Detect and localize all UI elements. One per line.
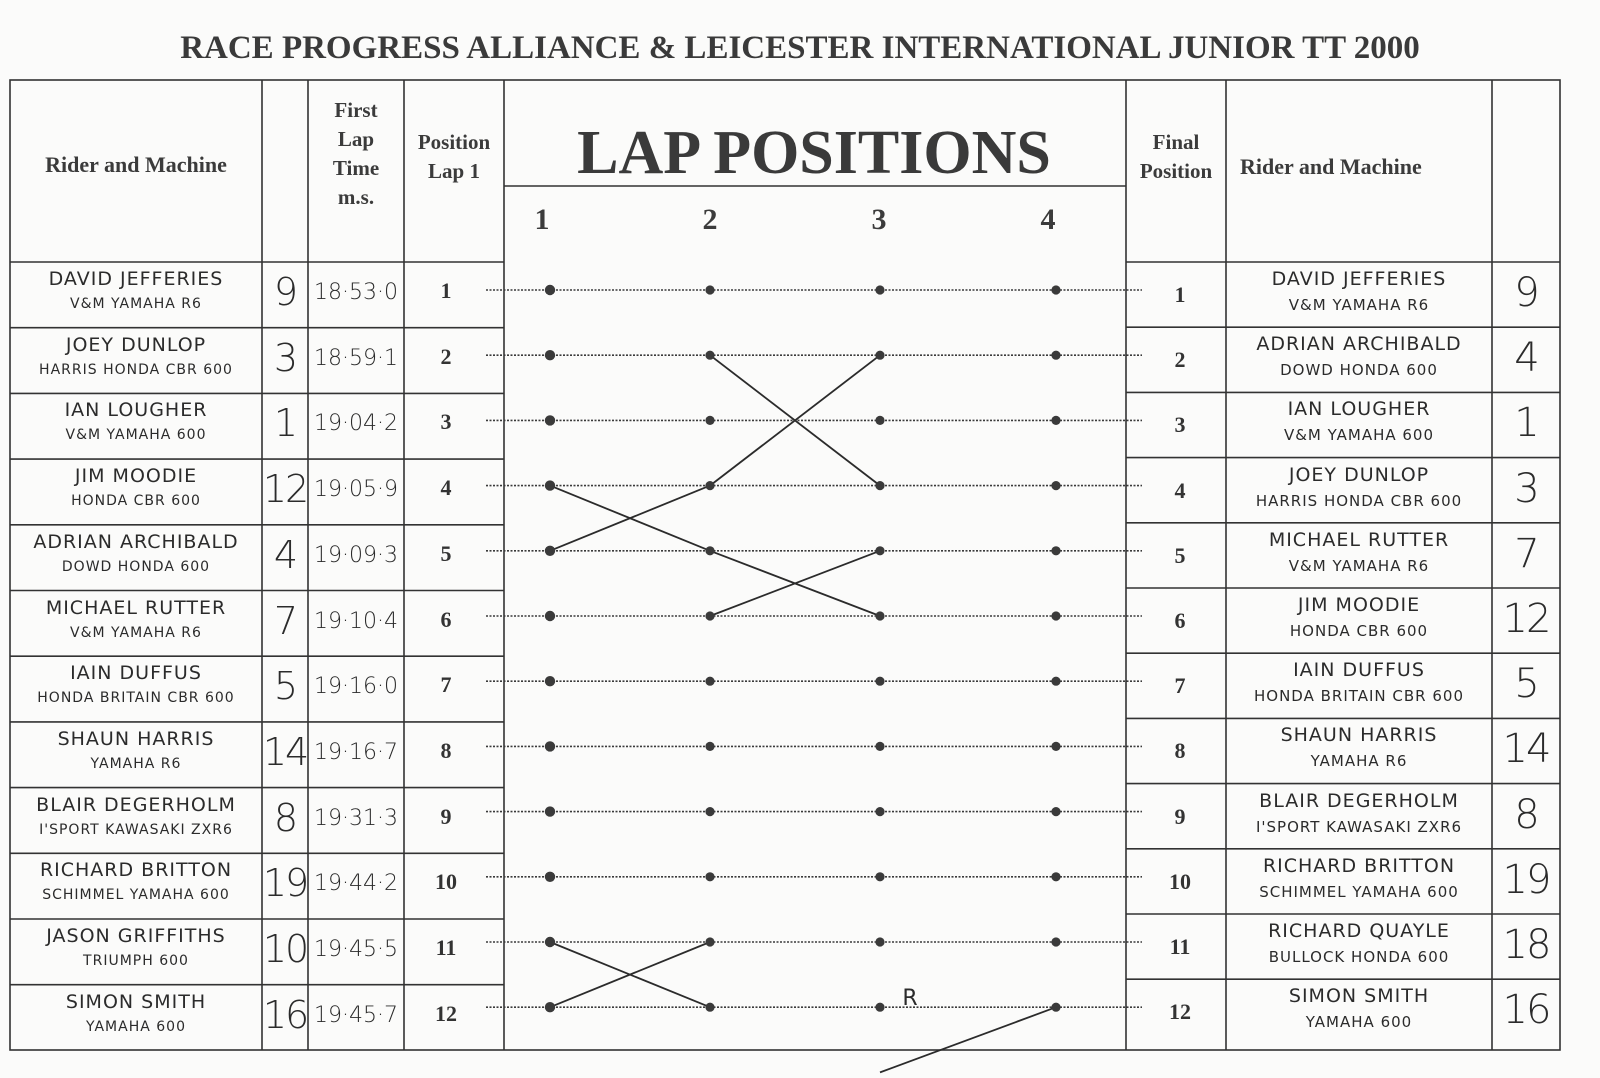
rider-machine-right: HONDA CBR 600 [1289,622,1429,640]
final-position: 2 [1174,347,1186,373]
position-lap1: 3 [440,409,452,435]
rider-machine-left: HARRIS HONDA CBR 600 [39,361,233,378]
rider-name-right: IAN LOUGHER [1287,398,1431,421]
rider-machine-left: TRIUMPH 600 [83,953,189,969]
first-lap-time: 19·04·2 [314,411,398,437]
header-first-lap-time-line: First [334,98,378,122]
lap-position-dot [875,351,884,360]
lap-position-dot [545,415,555,425]
lap-position-dot [705,807,714,816]
rider-machine-left: YAMAHA 600 [86,1018,186,1035]
lap-position-dot [1051,937,1060,946]
final-position: 4 [1174,477,1186,503]
rider-number-right: 1 [1514,400,1538,447]
lap-position-dot [705,1003,714,1012]
lap-position-dot [705,742,714,751]
position-lap1: 12 [435,1000,457,1026]
rider-machine-right: V&M YAMAHA 600 [1283,426,1435,445]
rider-number-left: 8 [273,795,297,840]
final-position: 11 [1169,934,1191,959]
position-lap1: 4 [440,475,452,501]
rider-number-left: 4 [273,532,297,577]
rider-machine-right: SCHIMMEL YAMAHA 600 [1259,882,1459,901]
rider-machine-left: HONDA CBR 600 [71,493,201,510]
lap-position-dot [705,546,714,555]
final-position: 6 [1174,608,1186,633]
first-lap-time: 19·45·5 [314,937,398,962]
first-lap-time: 19·16·0 [314,674,398,700]
rider-number-left: 12 [262,467,308,512]
lap-position-dot [705,351,714,360]
rider-name-right: RICHARD QUAYLE [1268,920,1450,942]
lap-position-dot [875,807,884,816]
lap-position-dot [1051,285,1060,294]
first-lap-time: 18·53·0 [314,280,398,305]
rider-name-left: JOEY DUNLOP [65,333,207,356]
rider-name-left: JASON GRIFFITHS [46,925,226,947]
lap-label-2: 2 [702,203,718,236]
lap-position-dot [545,676,555,686]
lap-position-dot [545,937,555,947]
final-position: 8 [1174,738,1186,764]
rider-number-left: 7 [273,598,297,643]
rider-track-segment [880,1007,1056,1072]
lap-position-dot [875,481,884,490]
page-title: RACE PROGRESS ALLIANCE & LEICESTER INTERNATIONAL JUNIOR TT 2000 [180,30,1420,66]
lap-position-dot [545,480,555,490]
lap-position-dot [545,872,555,882]
rider-machine-left: YAMAHA R6 [90,755,182,772]
header-final-position-line: Final [1152,130,1200,154]
rider-number-left: 10 [262,927,308,971]
rider-number-right: 12 [1502,596,1550,642]
lap-position-dot [875,416,884,425]
lap-position-dot [545,285,555,295]
rider-machine-right: V&M YAMAHA R6 [1288,296,1430,314]
rider-name-left: SIMON SMITH [65,990,207,1013]
rider-machine-right: HARRIS HONDA CBR 600 [1255,491,1463,510]
first-lap-time: 19·09·3 [314,542,398,568]
rider-number-right: 16 [1502,987,1550,1034]
rider-name-left: IAIN DUFFUS [70,662,202,685]
rider-name-right: IAIN DUFFUS [1293,659,1425,682]
header-first-lap-time-line: Lap [337,127,375,151]
retired-mark: R [902,986,918,1012]
rider-machine-right: BULLOCK HONDA 600 [1268,948,1450,966]
lap-position-dot [705,937,714,946]
rider-number-left: 9 [273,270,297,314]
rider-machine-right: YAMAHA R6 [1310,752,1408,771]
lap-position-dot [705,611,714,620]
first-lap-time: 19·31·3 [314,805,398,831]
rider-number-right: 7 [1514,530,1538,577]
rider-name-right: JIM MOODIE [1297,594,1421,616]
lap-position-dot [875,872,884,881]
rider-name-right: MICHAEL RUTTER [1268,528,1450,551]
lap-position-dot [545,611,555,621]
position-lap1: 10 [435,869,457,895]
lap-position-dot [875,1003,884,1012]
position-lap1: 8 [440,737,452,763]
rider-machine-left: V&M YAMAHA 600 [65,427,207,444]
header-position-lap1-line: Lap 1 [428,159,480,183]
lap-position-dot [705,416,714,425]
rider-machine-left: V&M YAMAHA R6 [70,296,202,312]
first-lap-time: 19·10·4 [314,608,398,634]
rider-number-right: 14 [1502,726,1550,773]
final-position: 1 [1174,282,1186,307]
rider-name-left: IAN LOUGHER [64,399,208,422]
position-lap1: 5 [440,540,452,566]
rider-number-left: 14 [262,729,308,774]
lap-position-dot [705,285,714,294]
lap-position-dot [875,546,884,555]
final-position: 5 [1174,542,1186,568]
rider-name-left: BLAIR DEGERHOLM [36,793,236,816]
rider-name-left: RICHARD BRITTON [39,859,233,882]
rider-name-right: BLAIR DEGERHOLM [1259,789,1459,812]
lap-position-dot [545,741,555,751]
header-final-position-line: Position [1139,159,1213,183]
rider-number-right: 5 [1514,661,1538,708]
lap-position-dot [1051,481,1060,490]
position-lap1: 11 [435,935,457,960]
rider-name-right: SIMON SMITH [1288,985,1430,1008]
lap-position-dot [1051,611,1060,620]
rider-number-right: 4 [1514,335,1538,382]
final-position: 10 [1169,868,1191,894]
rider-machine-left: I'SPORT KAWASAKI ZXR6 [39,821,233,838]
position-lap1: 9 [440,803,452,829]
rider-number-right: 18 [1502,922,1550,968]
lap-position-dot [705,677,714,686]
lap-position-dot [545,546,555,556]
lap-position-dot [1051,872,1060,881]
lap-position-dot [875,937,884,946]
rider-machine-right: I'SPORT KAWASAKI ZXR6 [1255,817,1463,836]
lap-position-dot [1051,1003,1060,1012]
rider-number-right: 3 [1514,465,1538,512]
rider-name-left: SHAUN HARRIS [57,727,215,750]
final-position: 3 [1174,412,1186,438]
rider-number-right: 8 [1514,791,1538,838]
lap-position-dot [875,742,884,751]
lap-position-dot [875,611,884,620]
rider-number-left: 3 [273,335,297,380]
rider-machine-right: YAMAHA 600 [1305,1013,1413,1032]
position-lap1: 7 [440,672,452,698]
rider-number-left: 16 [262,992,308,1037]
rider-name-left: MICHAEL RUTTER [45,596,227,619]
header-first-lap-time-line: Time [332,156,380,180]
rider-name-right: JOEY DUNLOP [1288,463,1430,486]
rider-name-left: JIM MOODIE [74,465,198,488]
final-position: 7 [1174,673,1186,699]
header-first-lap-time-line: m.s. [337,185,375,209]
first-lap-time: 19·44·2 [314,871,398,897]
rider-machine-left: DOWD HONDA 600 [61,558,211,575]
rider-number-left: 19 [262,861,308,906]
header-lap-positions: LAP POSITIONS [577,119,1051,187]
lap-position-dot [875,285,884,294]
rider-number-right: 9 [1514,270,1538,316]
lap-position-dot [1051,807,1060,816]
header-rider-machine-left: Rider and Machine [45,152,227,177]
rider-machine-right: HONDA BRITAIN CBR 600 [1253,687,1465,706]
lap-position-dot [1051,546,1060,555]
first-lap-time: 19·16·7 [314,739,398,765]
lap-position-dot [1051,677,1060,686]
rider-name-right: DAVID JEFFERIES [1271,268,1447,290]
final-position: 12 [1169,999,1191,1025]
rider-number-left: 5 [273,664,297,709]
position-lap1: 1 [440,278,452,303]
first-lap-time: 18·59·1 [314,345,398,371]
rider-machine-right: DOWD HONDA 600 [1280,361,1438,380]
rider-name-right: RICHARD BRITTON [1262,854,1456,877]
lap-position-dot [545,1002,555,1012]
rider-name-left: DAVID JEFFERIES [48,268,224,290]
lap-position-dot [1051,416,1060,425]
header-rider-machine-right: Rider and Machine [1240,154,1422,179]
lap-position-dot [705,872,714,881]
lap-position-dot [545,806,555,816]
rider-machine-left: HONDA BRITAIN CBR 600 [37,690,235,707]
position-lap1: 6 [440,606,452,632]
rider-machine-left: V&M YAMAHA R6 [70,624,202,641]
lap-label-1: 1 [534,203,550,236]
rider-number-left: 1 [273,401,297,446]
rider-name-left: ADRIAN ARCHIBALD [33,530,239,553]
lap-position-dot [875,677,884,686]
rider-number-right: 19 [1502,856,1550,903]
lap-position-dot [1051,351,1060,360]
lap-position-dot [1051,742,1060,751]
first-lap-time: 19·05·9 [314,477,398,503]
lap-position-dot [545,350,555,360]
lap-label-4: 4 [1040,203,1056,236]
rider-machine-left: SCHIMMEL YAMAHA 600 [42,887,230,904]
first-lap-time: 19·45·7 [314,1002,398,1028]
lap-label-3: 3 [871,203,887,236]
final-position: 9 [1174,803,1186,829]
rider-name-right: ADRIAN ARCHIBALD [1256,333,1462,356]
header-position-lap1-line: Position [417,130,491,154]
position-lap1: 2 [440,343,452,369]
rider-machine-right: V&M YAMAHA R6 [1288,556,1430,575]
rider-name-right: SHAUN HARRIS [1280,724,1438,747]
lap-position-dot [705,481,714,490]
